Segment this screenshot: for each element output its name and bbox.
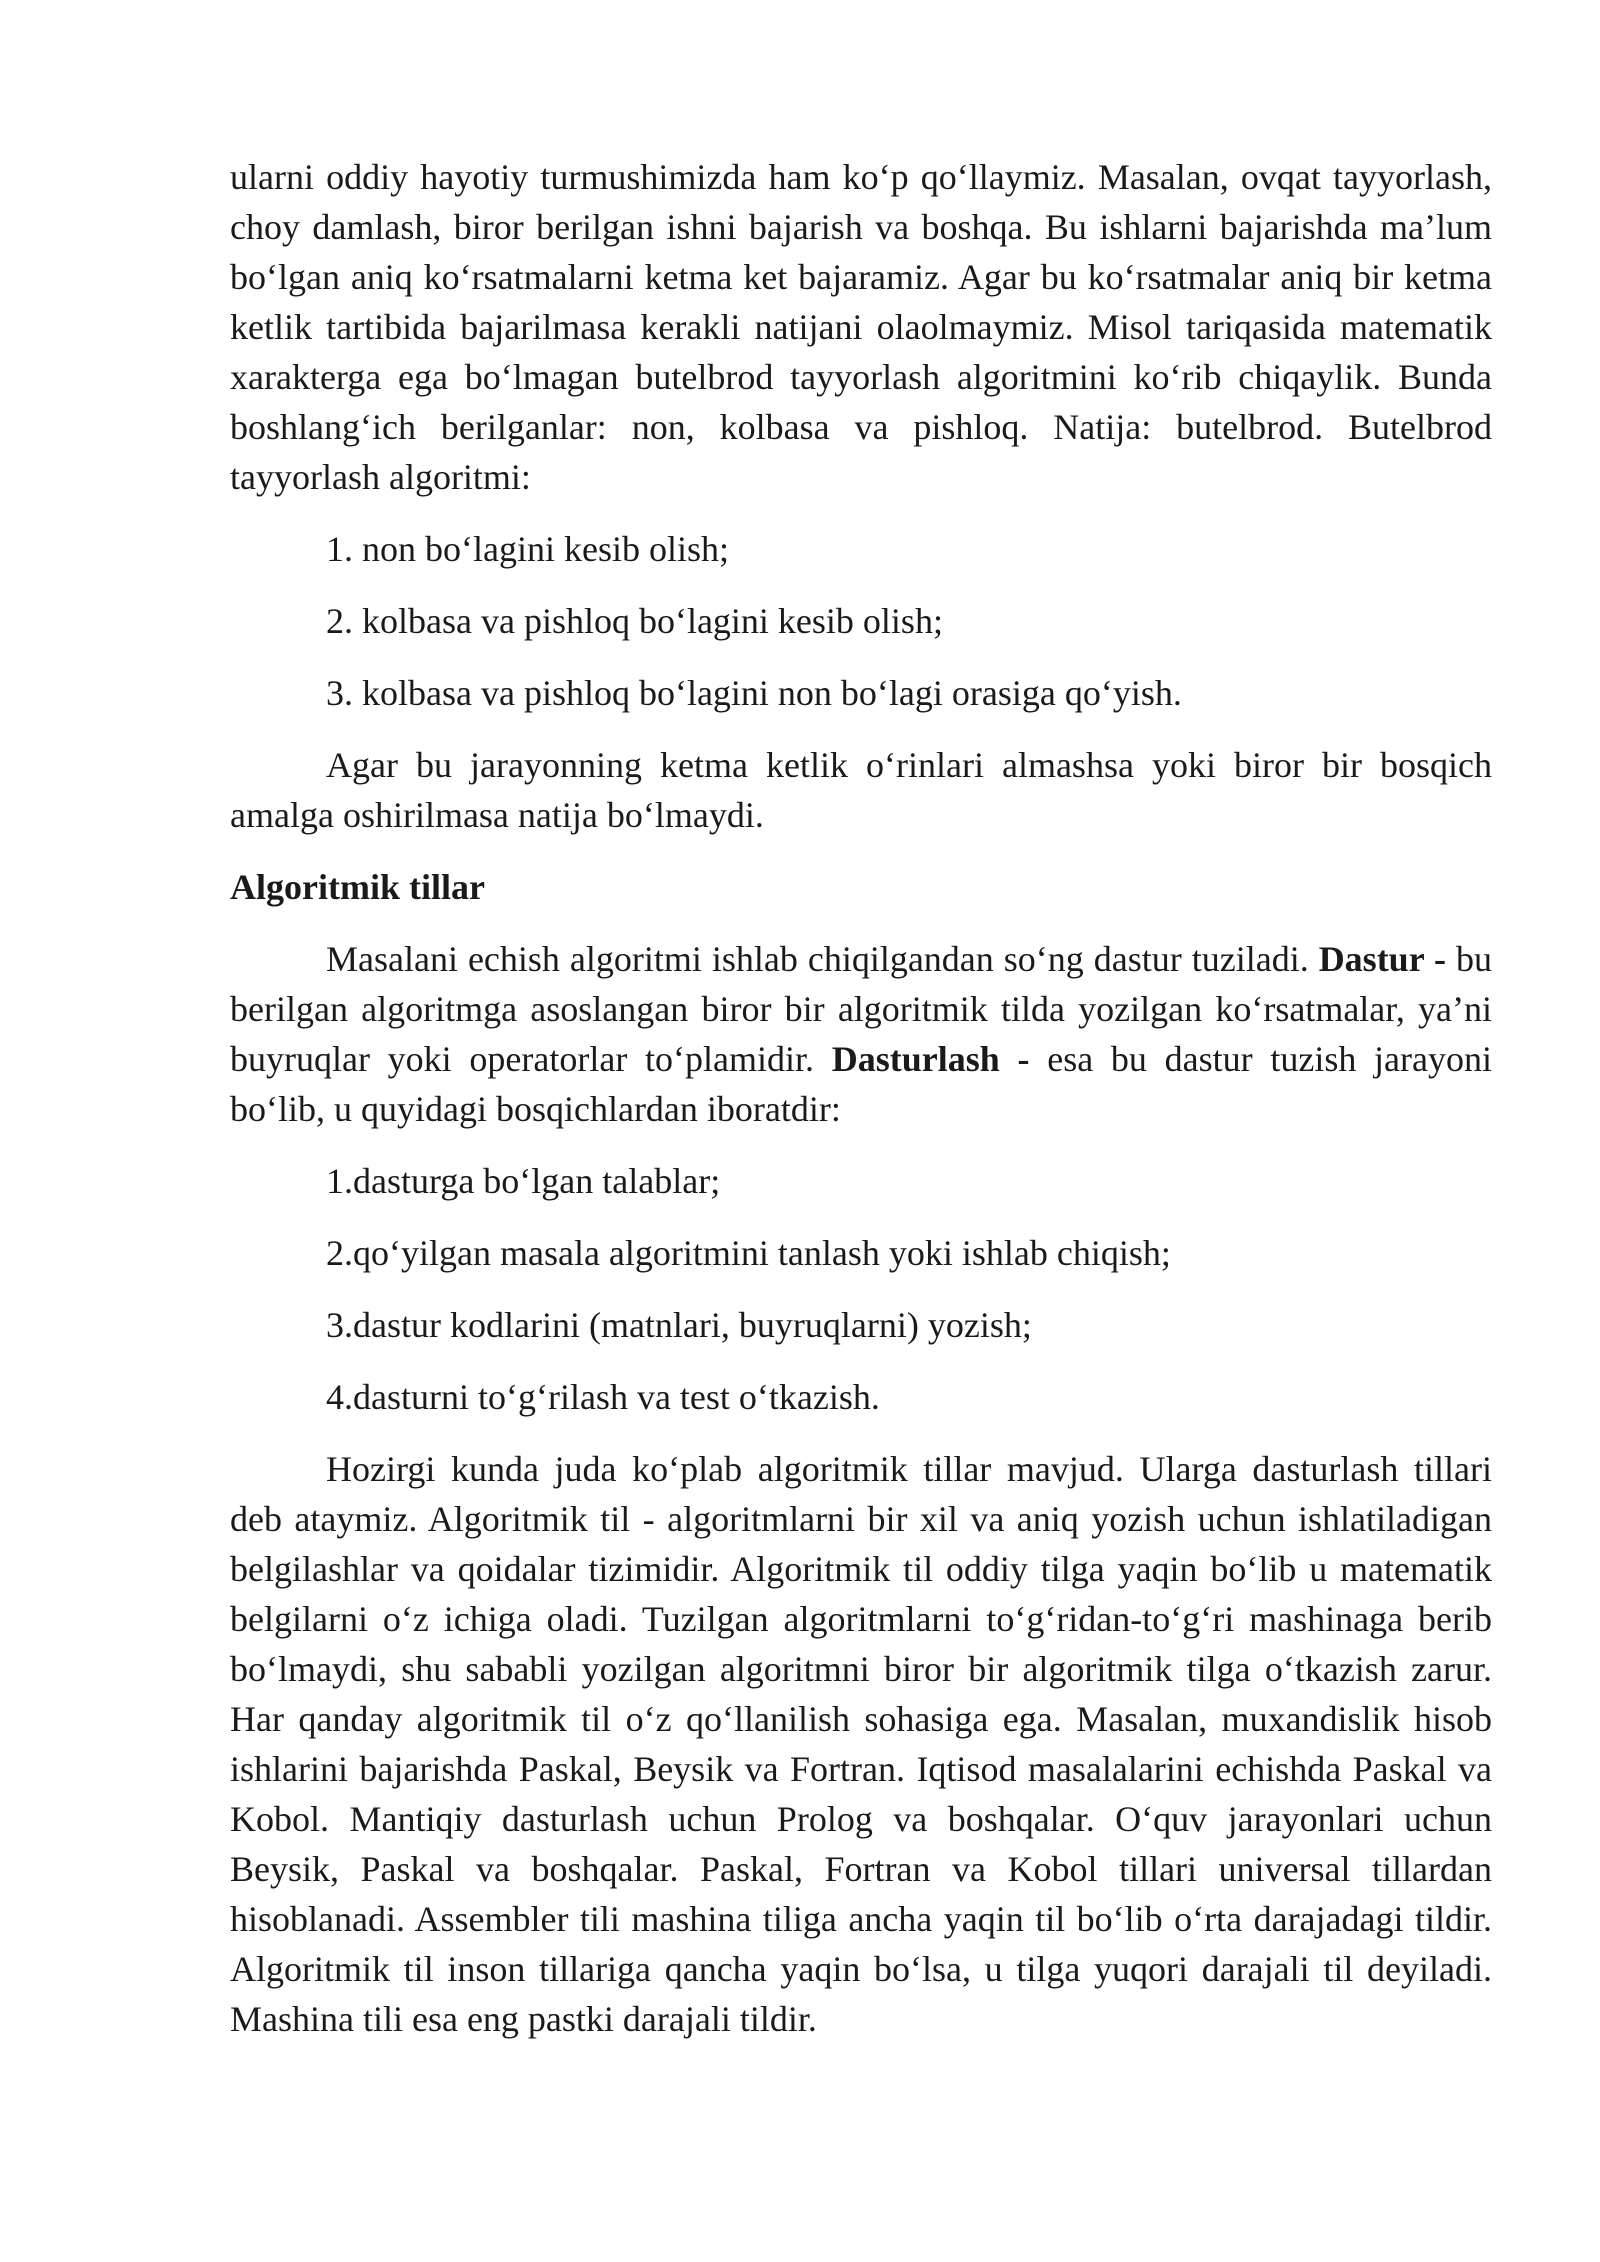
sandwich-step-3: 3. kolbasa va pishloq bo‘lagini non bo‘lagi orasiga qo‘yish. xyxy=(326,673,1182,713)
order-paragraph: Agar bu jarayonning ketma ketlik o‘rinlari almashsa yoki biror bir bosqich amalga oshirilmasa natija bo‘lmaydi. xyxy=(230,745,1492,835)
programming-step-3: 3.dastur kodlarini (matnlari, buyruqlarni) yozish; xyxy=(326,1305,1032,1345)
programming-step-1: 1.dasturga bo‘lgan talablar; xyxy=(326,1161,721,1201)
programming-step-2: 2.qo‘yilgan masala algoritmini tanlash yoki ishlab chiqish; xyxy=(326,1233,1171,1273)
term-dastur: Dastur - xyxy=(1318,939,1447,979)
program-text-2: bu berilgan algoritmga asoslangan biror bir algoritmik tilda yozilgan ko‘rsatmalar, ya’ni buyruqlar yoki operatorlar to‘plamidir. xyxy=(230,939,1493,1079)
program-text-3: esa bu dastur tuzish jarayoni bo‘lib, u quyidagi bosqichlardan iboratdir: xyxy=(230,1039,1493,1129)
term-dasturlash: Dasturlash - xyxy=(831,1039,1030,1079)
program-text-1: Masalani echish algoritmi ishlab chiqilgandan so‘ng dastur tuziladi. xyxy=(326,939,1319,979)
sandwich-step-2: 2. kolbasa va pishloq bo‘lagini kesib olish; xyxy=(326,601,943,641)
document-page xyxy=(230,152,1492,2044)
programming-step-4: 4.dasturni to‘g‘rilash va test o‘tkazish. xyxy=(326,1377,880,1417)
sandwich-step-1: 1. non bo‘lagini kesib olish; xyxy=(326,529,729,569)
program-paragraph xyxy=(230,934,1492,1134)
languages-paragraph: Hozirgi kunda juda ko‘plab algoritmik tillar mavjud. Ularga dasturlash tillari deb ataymiz. Algoritmik til - algoritmlarni bir xil va aniq yozish uchun ishlatiladigan belgilashlar va qoidalar tizimidir. Algoritmik til oddiy tilga yaqin bo‘lib u matematik belgilarni o‘z ichiga oladi. Tuzilgan algoritmlarni to‘g‘ridan-to‘g‘ri mashinaga berib bo‘lmaydi, shu sababli yozilgan algoritmni biror bir algoritmik tilga o‘tkazish zarur. Har qanday algoritmik til o‘z qo‘llanilish sohasiga ega. Masalan, muxandislik hisob ishlarini bajarishda Paskal, Beysik va Fortran. Iqtisod masalalarini echishda Paskal va Kobol. Mantiqiy dasturlash uchun Prolog va boshqalar. O‘quv jarayonlari uchun Beysik, Paskal va boshqalar. Paskal, Fortran va Kobol tillari universal tillardan hisoblanadi. Assembler tili mashina tiliga ancha yaqin til bo‘lib o‘rta darajadagi tildir. Algoritmik til inson tillariga qancha yaqin bo‘lsa, u tilga yuqori darajali til deyiladi. Mashina tili esa eng pastki darajali tildir. xyxy=(230,1449,1492,2039)
section-heading: Algoritmik tillar xyxy=(230,867,485,907)
intro-paragraph: ularni oddiy hayotiy turmushimizda ham ko‘p qo‘llaymiz. Masalan, ovqat tayyorlash, choy damlash, biror berilgan ishni bajarish va boshqa. Bu ishlarni bajarishda ma’lum bo‘lgan aniq ko‘rsatmalarni ketma ket bajaramiz. Agar bu ko‘rsatmalar aniq bir ketma ketlik tartibida bajarilmasa kerakli natijani olaolmaymiz. Misol tariqasida matematik xarakterga ega bo‘lmagan butelbrod tayyorlash algoritmini ko‘rib chiqaylik. Bunda boshlang‘ich berilganlar: non, kolbasa va pishloq. Natija: butelbrod. Butelbrod tayyorlash algoritmi: xyxy=(230,157,1492,497)
